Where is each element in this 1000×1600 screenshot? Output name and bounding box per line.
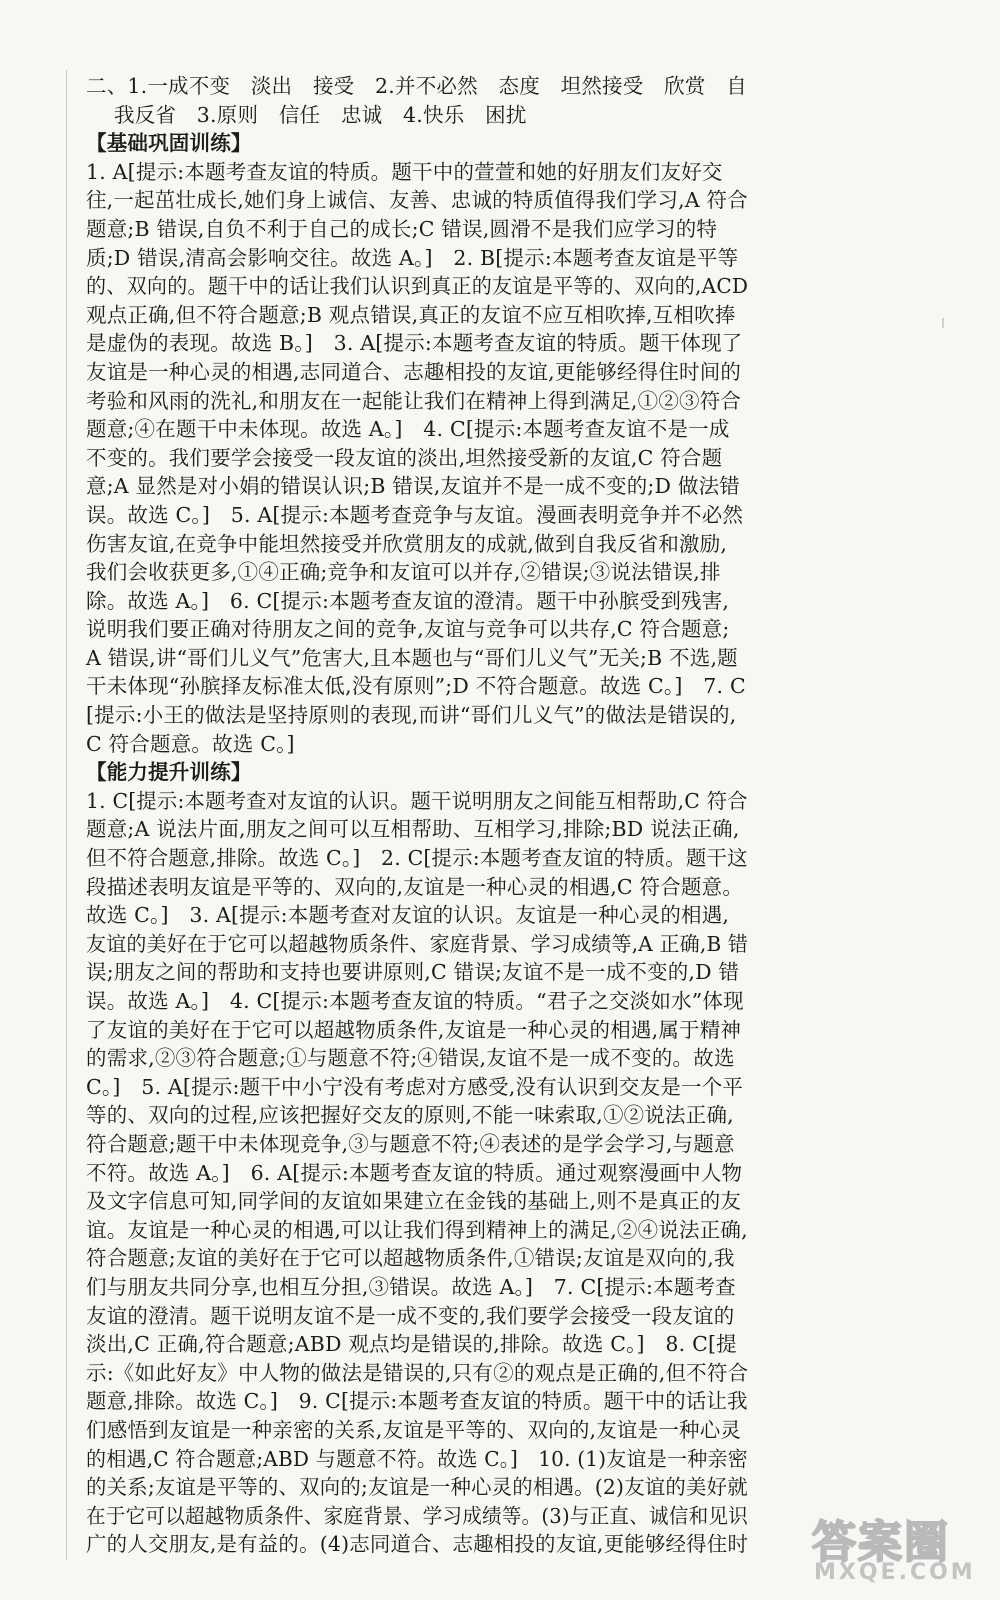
- text-line: 的相遇,C 符合题意;ABD 与题意不符。故选 C。] 10. (1)友谊是一种亲密: [86, 1446, 748, 1471]
- text-line: 我们会收获更多,①④正确;竞争和友谊可以并存,②错误;③说法错误,排: [86, 560, 721, 585]
- text-line: 友谊的澄清。题干说明友谊不是一成不变的,我们要学会接受一段友谊的: [86, 1303, 735, 1328]
- text-line: 误。故选 C。] 5. A[提示:本题考查竞争与友谊。漫画表明竞争并不必然: [86, 502, 744, 527]
- text-line: 题意,排除。故选 C。] 9. C[提示:本题考查友谊的特质。题干中的话让我: [86, 1389, 748, 1414]
- text-line: 伤害友谊,在竞争中能坦然接受并欣赏朋友的成就,做到自我反省和激励,: [86, 531, 728, 556]
- text-line: 质;D 错误,清高会影响交往。故选 A。] 2. B[提示:本题考查友谊是平等: [86, 245, 739, 270]
- text-line: A 错误,讲“哥们儿义气”危害大,且本题也与“哥们儿义气”无关;B 不选,题: [86, 645, 738, 670]
- text-line: 题意;A 说法片面,朋友之间可以互相帮助、互相学习,排除;BD 说法正确,: [86, 817, 740, 842]
- section-heading-basic: 【基础巩固训练】: [86, 131, 252, 156]
- text-line: 符合题意;题干中未体现竞争,③与题意不符;④表述的是学会学习,与题意: [86, 1131, 735, 1156]
- text-line: 二、1.一成不变 淡出 接受 2.并不必然 态度 坦然接受 欣赏 自: [86, 74, 747, 98]
- text-line: 题意;B 错误,自负不利于自己的成长;C 错误,圆滑不是我们应学习的特: [86, 216, 718, 241]
- text-line: 往,一起茁壮成长,她们身上诚信、友善、忠诚的特质值得我们学习,A 符合: [86, 188, 748, 213]
- margin-rule: [66, 70, 67, 1560]
- text-line: 观点正确,但不符合题意;B 观点错误,真正的友谊不应互相吹捧,互相吹捧: [86, 302, 736, 327]
- site-watermark: [806, 1506, 976, 1588]
- text-line: 的、双向的。题干中的话让我们认识到真正的友谊是平等的、双向的,ACD: [86, 274, 749, 299]
- text-line: 在于它可以超越物质条件、家庭背景、学习成绩等。(3)与正直、诚信和见识: [86, 1503, 749, 1528]
- text-line: 们与朋友共同分享,也相互分担,③错误。故选 A。] 7. C[提示:本题考查: [86, 1274, 736, 1299]
- text-line: 意;A 显然是对小娟的错误认识;B 错误,友谊并不是一成不变的;D 做法错: [86, 474, 740, 499]
- text-line: 题意;④在题干中未体现。故选 A。] 4. C[提示:本题考查友谊不是一成: [86, 417, 730, 442]
- text-line: 的需求,②③符合题意;①与题意不符;④错误,友谊不是一成不变的。故选: [86, 1046, 735, 1071]
- text-line: 不符。故选 A。] 6. A[提示:本题考查友谊的特质。通过观察漫画中人物: [86, 1160, 743, 1185]
- text-line: 的关系;友谊是平等的、双向的;友谊是一种心灵的相遇。(2)友谊的美好就: [86, 1475, 748, 1500]
- text-line: 故选 C。] 3. A[提示:本题考查对友谊的认识。友谊是一种心灵的相遇,: [86, 903, 730, 928]
- text-line: 了友谊的美好在于它可以超越物质条件,友谊是一种心灵的相遇,属于精神: [86, 1017, 742, 1042]
- text-line: 我反省 3.原则 信任 忠诚 4.快乐 困扰: [114, 102, 527, 127]
- text-line: 等的、双向的过程,应该把握好交友的原则,不能一味索取,①②说法正确,: [86, 1103, 734, 1128]
- text-line: 及文字信息可知,同学间的友谊如果建立在金钱的基础上,则不是真正的友: [86, 1189, 742, 1214]
- text-line: [提示:小王的做法是坚持原则的表现,而讲“哥们儿义气”的做法是错误的,: [86, 703, 737, 728]
- text-line: 干未体现“孙膑择友标准太低,没有原则”;D 不符合题意。故选 C。] 7. C: [86, 674, 746, 699]
- scan-mark: [942, 318, 944, 328]
- text-line: C。] 5. A[提示:题干中小宁没有考虑对方感受,没有认识到交友是一个平: [86, 1074, 744, 1099]
- text-line: C 符合题意。故选 C。]: [86, 731, 295, 756]
- text-line: 是虚伪的表现。故选 B。] 3. A[提示:本题考查友谊的特质。题干体现了: [86, 331, 743, 356]
- text-line: 但不符合题意,排除。故选 C。] 2. C[提示:本题考查友谊的特质。题干这: [86, 846, 748, 871]
- text-line: 广的人交朋友,是有益的。(4)志同道合、志趣相投的友谊,更能够经得住时: [86, 1532, 749, 1557]
- text-line: 淡出,C 正确,符合题意;ABD 观点均是错误的,排除。故选 C。] 8. C[提: [86, 1332, 737, 1357]
- text-line: 示:《如此好友》中人物的做法是错误的,只有②的观点是正确的,但不符合: [86, 1360, 749, 1385]
- text-line: 谊。友谊是一种心灵的相遇,可以让我们得到精神上的满足,②④说法正确,: [86, 1217, 748, 1242]
- text-line: 除。故选 A。] 6. C[提示:本题考查友谊的澄清。题干中孙膑受到残害,: [86, 588, 730, 613]
- text-line: 不变的。我们要学会接受一段友谊的淡出,坦然接受新的友谊,C 符合题: [86, 445, 723, 470]
- text-line: 1. C[提示:本题考查对友谊的认识。题干说明朋友之间能互相帮助,C 符合: [86, 788, 748, 813]
- section-heading-advanced: 【能力提升训练】: [86, 760, 252, 785]
- text-line: 说明我们要正确对待朋友之间的竞争,友谊与竞争可以共存,C 符合题意;: [86, 617, 730, 642]
- text-line: 误;朋友之间的帮助和支持也要讲原则,C 错误;友谊不是一成不变的,D 错: [86, 960, 740, 985]
- text-line: 误。故选 A。] 4. C[提示:本题考查友谊的特质。“君子之交淡如水”体现: [86, 989, 744, 1013]
- text-line: 友谊的美好在于它可以超越物质条件、家庭背景、学习成绩等,A 正确,B 错: [86, 931, 749, 956]
- text-line: 符合题意;友谊的美好在于它可以超越物质条件,①错误;友谊是双向的,我: [86, 1246, 735, 1271]
- watermark-logo-text: 答案圈: [812, 1517, 950, 1568]
- text-line: 段描述表明友谊是平等的、双向的,友谊是一种心灵的相遇,C 符合题意。: [86, 874, 744, 899]
- watermark-domain: MXQE.COM: [814, 1560, 976, 1585]
- text-line: 考验和风雨的洗礼,和朋友在一起能让我们在精神上得到满足,①②③符合: [86, 388, 742, 413]
- text-line: 1. A[提示:本题考查友谊的特质。题干中的萱萱和她的好朋友们友好交: [86, 159, 723, 184]
- text-line: 们感悟到友谊是一种亲密的关系,友谊是平等的、双向的,友谊是一种心灵: [86, 1417, 742, 1442]
- answer-text-block: [86, 72, 748, 1559]
- text-line: 友谊是一种心灵的相遇,志同道合、志趣相投的友谊,更能够经得住时间的: [86, 359, 742, 384]
